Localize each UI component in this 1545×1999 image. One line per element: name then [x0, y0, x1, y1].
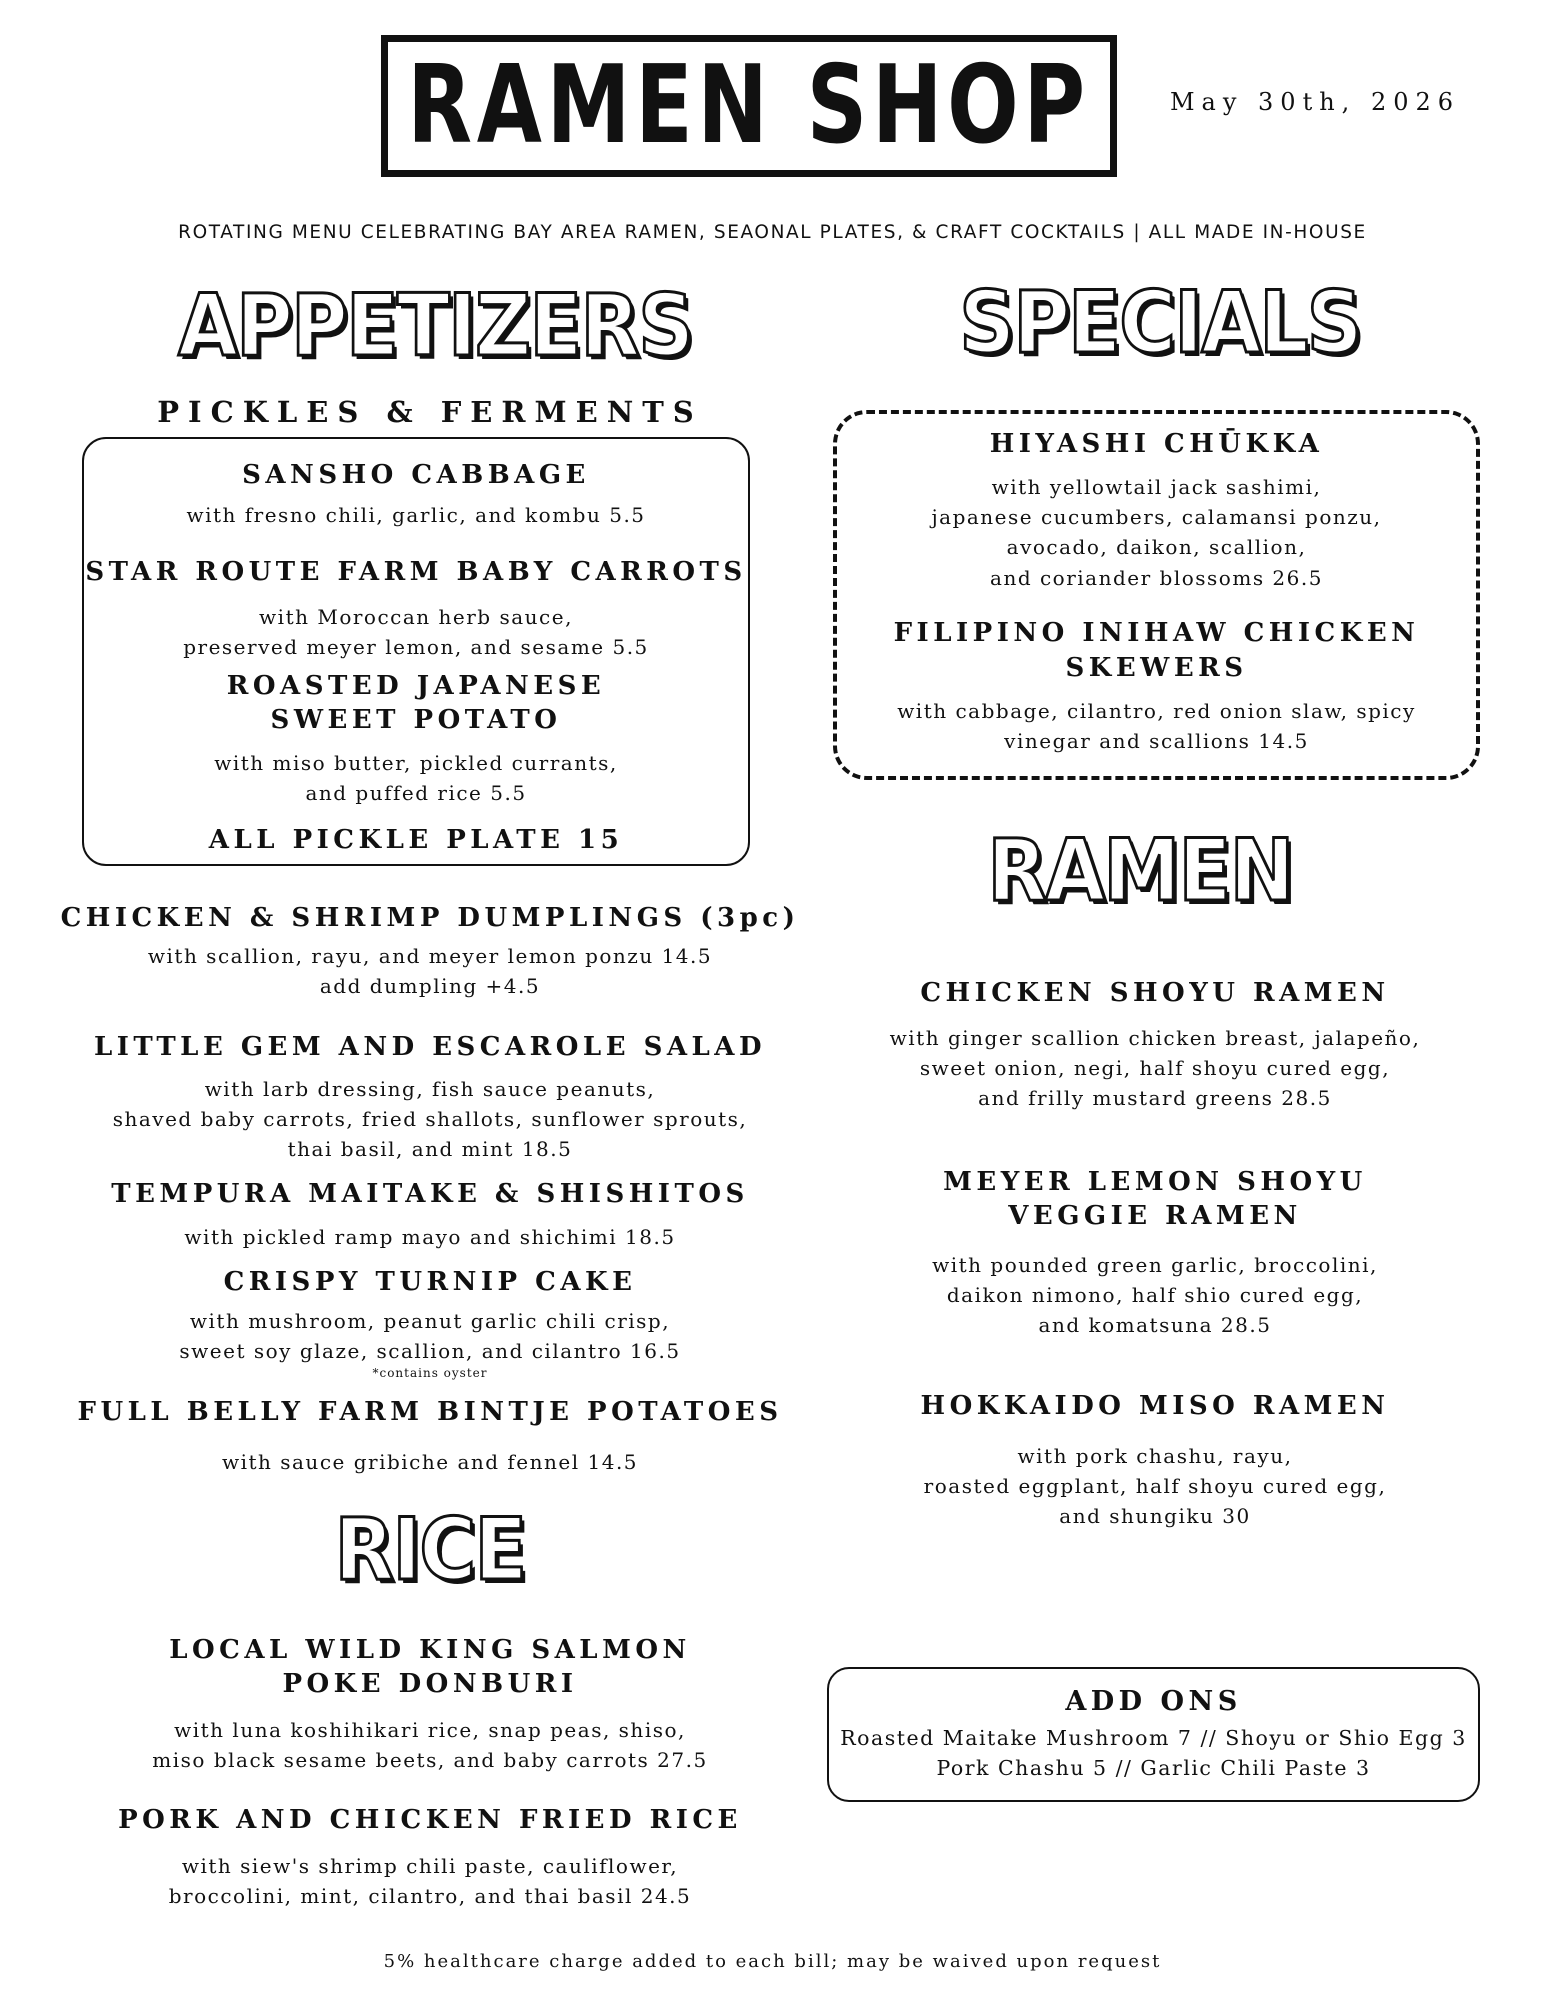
item-name: LITTLE GEM AND ESCAROLE SALAD [93, 1032, 767, 1062]
item-desc: with siew's shrimp chili paste, cauliflower, [181, 1854, 679, 1878]
menu-date: May 30th, 2026 [1169, 88, 1461, 116]
item-name: FILIPINO INIHAW CHICKEN [893, 618, 1420, 648]
item-desc: with mushroom, peanut garlic chili crisp, [189, 1309, 671, 1333]
item-name: SKEWERS [1065, 653, 1248, 683]
item-name: PORK AND CHICKEN FRIED RICE [118, 1805, 742, 1835]
item-desc: with pork chashu, rayu, [1017, 1444, 1293, 1468]
item-name: CHICKEN SHOYU RAMEN [920, 978, 1390, 1008]
item-desc: miso black sesame beets, and baby carrots 27.5 [152, 1748, 708, 1772]
item-desc: with sauce gribiche and fennel 14.5 [221, 1450, 639, 1474]
item-desc: with fresno chili, garlic, and kombu 5.5 [186, 503, 646, 527]
item-name: HIYASHI CHŪKKA [989, 429, 1324, 459]
item-desc: and coriander blossoms 26.5 [990, 566, 1323, 590]
item-name: LOCAL WILD KING SALMON [169, 1635, 691, 1665]
item-desc: thai basil, and mint 18.5 [287, 1137, 573, 1161]
item-desc: and frilly mustard greens 28.5 [978, 1086, 1332, 1110]
item-desc: with luna koshihikari rice, snap peas, shiso, [174, 1718, 686, 1742]
specials-title: SPECIALS [959, 273, 1361, 373]
item-desc: with Moroccan herb sauce, [259, 605, 573, 629]
item-name: SANSHO CABBAGE [242, 460, 590, 490]
item-name: SWEET POTATO [270, 705, 562, 735]
item-desc: avocado, daikon, scallion, [1006, 535, 1307, 559]
pickle-plate: ALL PICKLE PLATE 15 [208, 825, 624, 855]
item-name: ROASTED JAPANESE [226, 671, 606, 701]
item-desc: with cabbage, cilantro, red onion slaw, spicy [897, 699, 1416, 723]
item-desc: shaved baby carrots, fried shallots, sunflower sprouts, [112, 1107, 748, 1131]
item-name: POKE DONBURI [282, 1669, 578, 1699]
footer-note: 5% healthcare charge added to each bill; may be waived upon request [383, 1951, 1162, 1972]
ramen-title: RAMEN [987, 821, 1293, 921]
addons-title: ADD ONS [1065, 1686, 1242, 1717]
item-desc: with pickled ramp mayo and shichimi 18.5 [184, 1225, 676, 1249]
item-desc: and komatsuna 28.5 [1038, 1313, 1272, 1337]
item-desc: sweet soy glaze, scallion, and cilantro 16.5 [179, 1339, 681, 1363]
item-name: FULL BELLY FARM BINTJE POTATOES [77, 1397, 783, 1427]
item-name: CRISPY TURNIP CAKE [223, 1267, 637, 1297]
item-desc: with ginger scallion chicken breast, jalapeño, [889, 1026, 1421, 1050]
item-desc: vinegar and scallions 14.5 [1004, 729, 1309, 753]
item-name: CHICKEN & SHRIMP DUMPLINGS (3pc) [60, 903, 800, 933]
addons-line: Roasted Maitake Mushroom 7 // Shoyu or Shio Egg 3 [840, 1726, 1467, 1750]
item-desc: add dumpling +4.5 [319, 974, 541, 998]
appetizers-title: APPETIZERS [178, 276, 693, 376]
item-desc: and puffed rice 5.5 [305, 781, 527, 805]
item-desc: sweet onion, negi, half shoyu cured egg, [919, 1056, 1391, 1080]
item-desc: and shungiku 30 [1059, 1504, 1251, 1528]
tagline: ROTATING MENU CELEBRATING BAY AREA RAMEN, SEAONAL PLATES, & CRAFT COCKTAILS | ALL MADE IN-HOUSE [178, 222, 1367, 243]
addons-line: Pork Chashu 5 // Garlic Chili Paste 3 [936, 1756, 1371, 1780]
item-desc: with larb dressing, fish sauce peanuts, [204, 1077, 656, 1101]
item-note: *contains oyster [372, 1366, 488, 1380]
item-desc: with scallion, rayu, and meyer lemon ponzu 14.5 [147, 944, 713, 968]
item-desc: japanese cucumbers, calamansi ponzu, [931, 505, 1382, 529]
item-name: HOKKAIDO MISO RAMEN [920, 1391, 1390, 1421]
item-desc: daikon nimono, half shio cured egg, [946, 1283, 1364, 1307]
logo-text: RAMEN SHOP [407, 43, 1091, 168]
item-name: MEYER LEMON SHOYU [943, 1167, 1367, 1197]
item-desc: preserved meyer lemon, and sesame 5.5 [183, 635, 649, 659]
item-name: TEMPURA MAITAKE & SHISHITOS [111, 1179, 749, 1209]
pickles-title: PICKLES & FERMENTS [157, 395, 703, 429]
item-name: VEGGIE RAMEN [1008, 1201, 1302, 1231]
item-desc: with miso butter, pickled currants, [214, 751, 618, 775]
logo-box [381, 35, 1117, 177]
item-desc: with yellowtail jack sashimi, [991, 475, 1322, 499]
rice-title: RICE [334, 1500, 526, 1600]
item-desc: roasted eggplant, half shoyu cured egg, [923, 1474, 1387, 1498]
item-desc: with pounded green garlic, broccolini, [932, 1253, 1378, 1277]
item-name: STAR ROUTE FARM BABY CARROTS [85, 557, 747, 587]
item-desc: broccolini, mint, cilantro, and thai basil 24.5 [168, 1884, 692, 1908]
